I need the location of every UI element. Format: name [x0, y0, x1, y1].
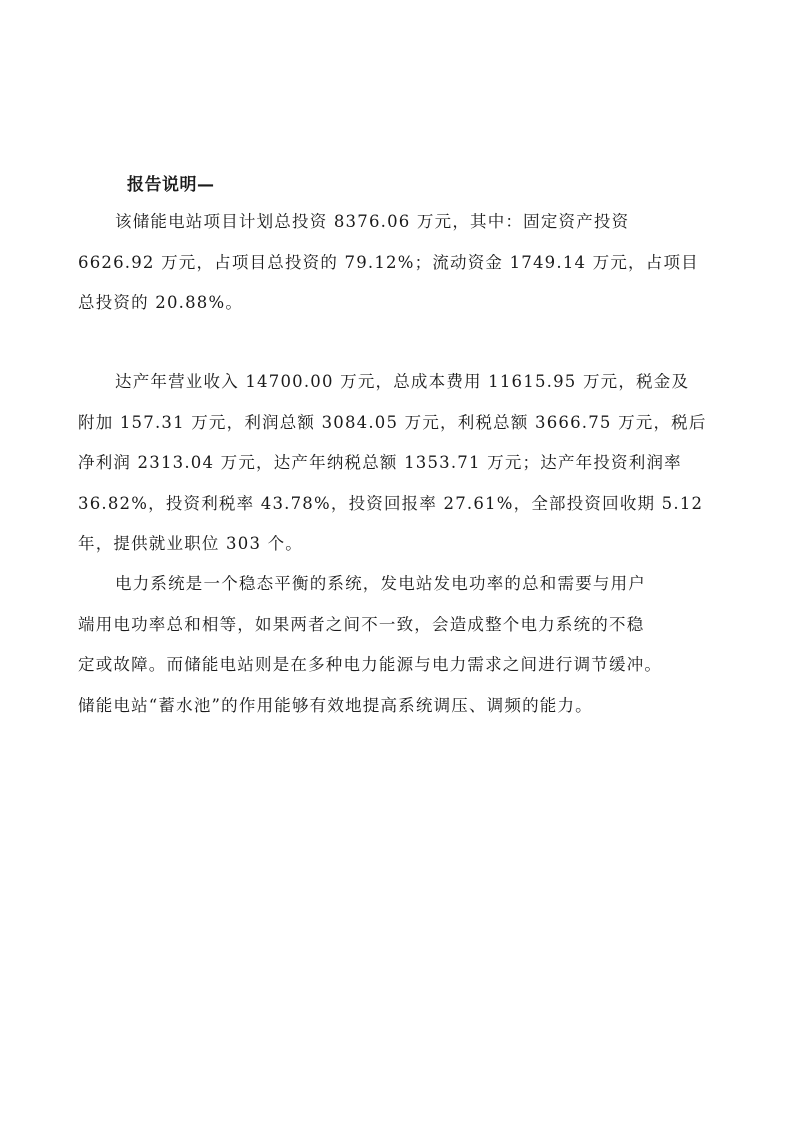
text-line: 附加 157.31 万元，利润总额 3084.05 万元，利税总额 3666.75 万元，税后 [78, 413, 707, 432]
text-line: 端用电功率总和相等，如果两者之间不一致，会造成整个电力系统的不稳 [78, 615, 645, 634]
text-line: 达产年营业收入 14700.00 万元，总成本费用 11615.95 万元，税金及 [115, 372, 690, 391]
text-line: 36.82%，投资利税率 43.78%，投资回报率 27.61%，全部投资回收期 5.12 [78, 494, 704, 513]
text-line: 储能电站“蓄水池”的作用能够有效地提高系统调压、调频的能力。 [78, 696, 593, 715]
text-line: 年，提供就业职位 303 个。 [78, 534, 303, 553]
text-line: 总投资的 20.88%。 [78, 293, 244, 312]
section-heading: 报告说明— [127, 175, 215, 195]
text-line: 净利润 2313.04 万元，达产年纳税总额 1353.71 万元；达产年投资利润率 [78, 453, 682, 472]
text-line: 电力系统是一个稳态平衡的系统，发电站发电功率的总和需要与用户 [115, 574, 646, 593]
text-line: 该储能电站项目计划总投资 8376.06 万元，其中：固定资产投资 [115, 212, 630, 231]
text-line: 6626.92 万元，占项目总投资的 79.12%；流动资金 1749.14 万元，占项目 [78, 253, 699, 272]
text-line: 定或故障。而储能电站则是在多种电力能源与电力需求之间进行调节缓冲。 [78, 655, 663, 674]
